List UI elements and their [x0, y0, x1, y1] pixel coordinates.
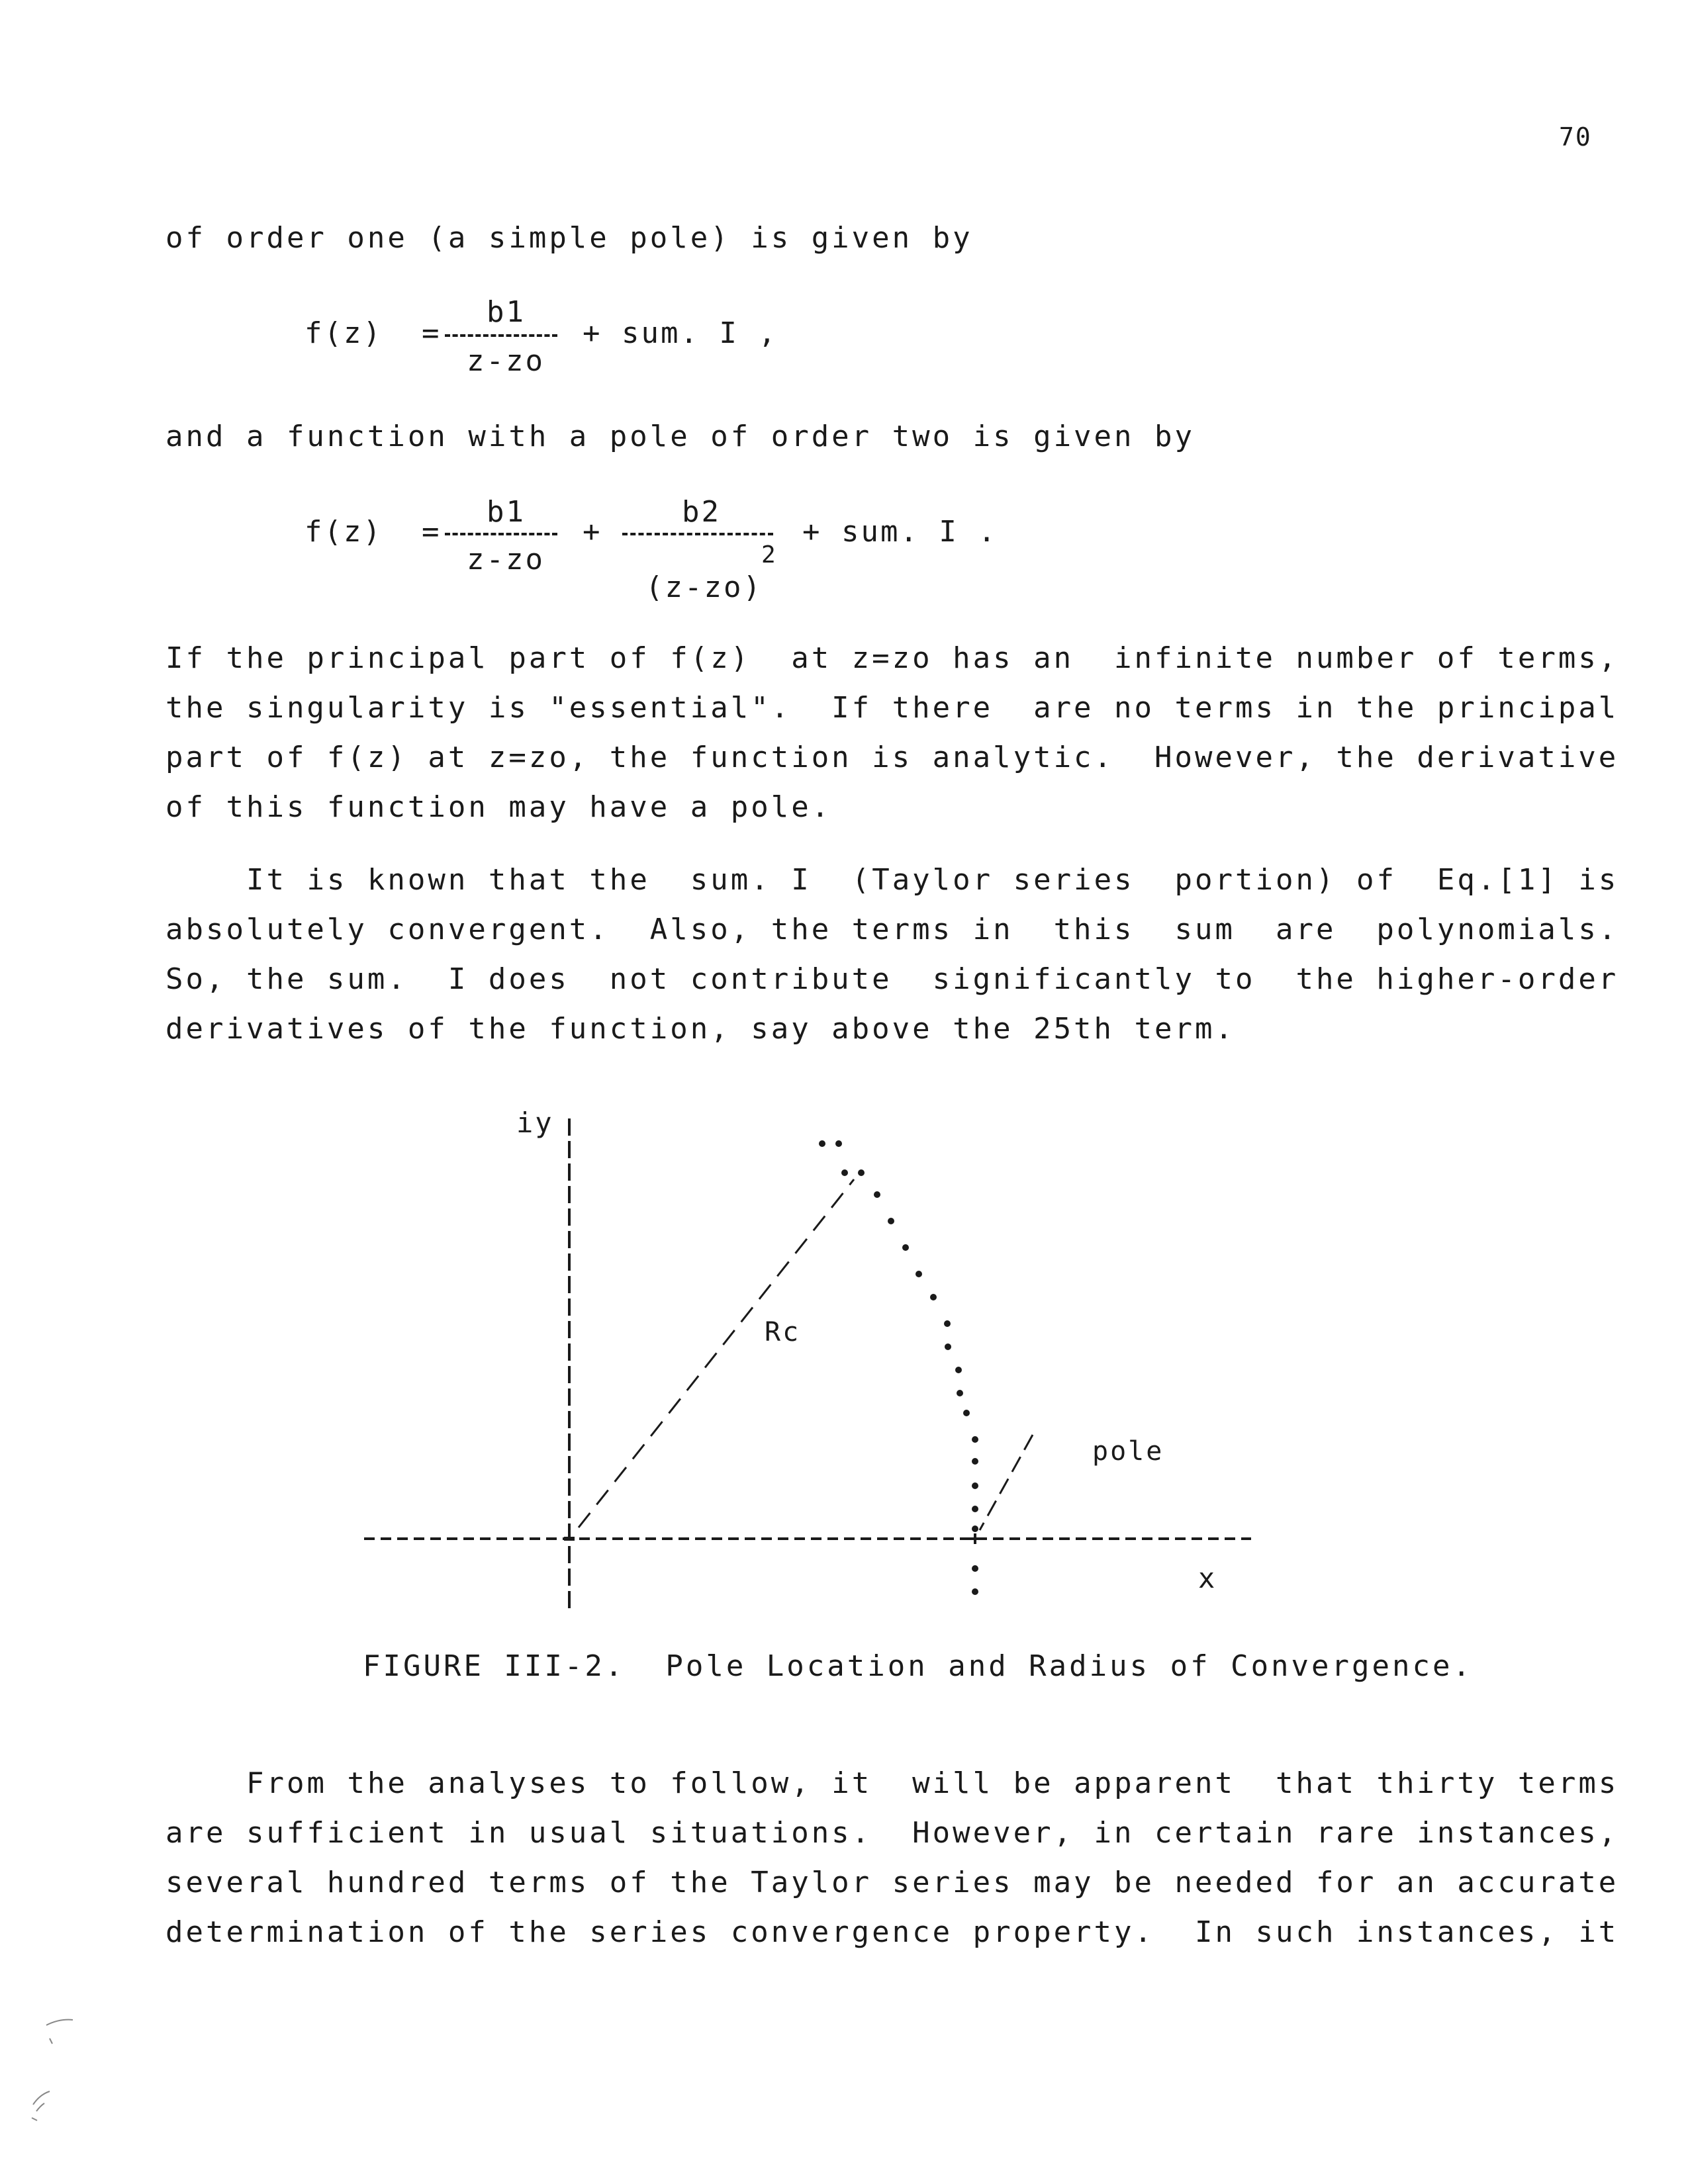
paragraph-line: If the principal part of f(z) at z=zo has an infinite number of terms, [165, 641, 1619, 675]
fraction-bar [445, 533, 557, 535]
paragraph-line: of order one (a simple pole) is given by [165, 221, 973, 255]
equation-lhs: f(z) = [305, 316, 442, 350]
paragraph-line: absolutely convergent. Also, the terms in this sum are polynomials. [165, 913, 1619, 946]
fraction-bar [445, 334, 557, 337]
equation-plus: + [583, 515, 602, 549]
equation-numerator: b1 [487, 295, 526, 329]
equation-lhs: f(z) = [305, 515, 442, 549]
equation-denominator: z-zo [467, 344, 545, 378]
figure-caption: FIGURE III-2. Pole Location and Radius of Convergence. [363, 1649, 1473, 1683]
scan-artifact-marks [20, 2012, 93, 2158]
page-number: 70 [1559, 122, 1592, 152]
paragraph-line: From the analyses to follow, it will be apparent that thirty terms [246, 1766, 1619, 1800]
convergence-circle-dots [819, 1140, 978, 1595]
paragraph-line: several hundred terms of the Taylor series may be needed for an accurate [165, 1866, 1619, 1899]
y-axis-label: iy [516, 1107, 554, 1139]
paragraph-line: part of f(z) at z=zo, the function is analytic. However, the derivative [165, 741, 1619, 774]
pole-pointer-line [980, 1435, 1033, 1530]
paragraph-line: It is known that the sum. I (Taylor series portion) of Eq.[1] is [246, 863, 1619, 897]
pole-label: pole [1092, 1436, 1164, 1467]
equation-denominator: (z-zo) [645, 570, 763, 604]
equation-tail: + sum. I , [583, 316, 778, 350]
equation-tail: + sum. I . [802, 515, 998, 549]
figure-pole-location [318, 1099, 1311, 1641]
paragraph-line: and a function with a pole of order two is given by [165, 420, 1196, 453]
x-axis-label: x [1198, 1562, 1217, 1594]
radius-label: Rc [765, 1317, 801, 1347]
paragraph-line: derivatives of the function, say above the 25th term. [165, 1012, 1235, 1046]
equation-numerator: b1 [487, 495, 526, 529]
fraction-bar [622, 533, 773, 535]
paragraph-line: are sufficient in usual situations. However, in certain rare instances, [165, 1816, 1619, 1850]
equation-exponent: 2 [761, 541, 778, 569]
equation-denominator: z-zo [467, 543, 545, 576]
pole-marker [970, 1533, 980, 1544]
paragraph-line: the singularity is "essential". If there are no terms in the principal [165, 691, 1619, 725]
paragraph-line: So, the sum. I does not contribute significantly to the higher-order [165, 962, 1619, 996]
equation-numerator: b2 [682, 495, 721, 529]
paragraph-line: of this function may have a pole. [165, 790, 832, 824]
radius-line [579, 1179, 854, 1527]
figure-diagram [318, 1099, 1311, 1641]
paragraph-line: determination of the series convergence property. In such instances, it [165, 1915, 1619, 1949]
